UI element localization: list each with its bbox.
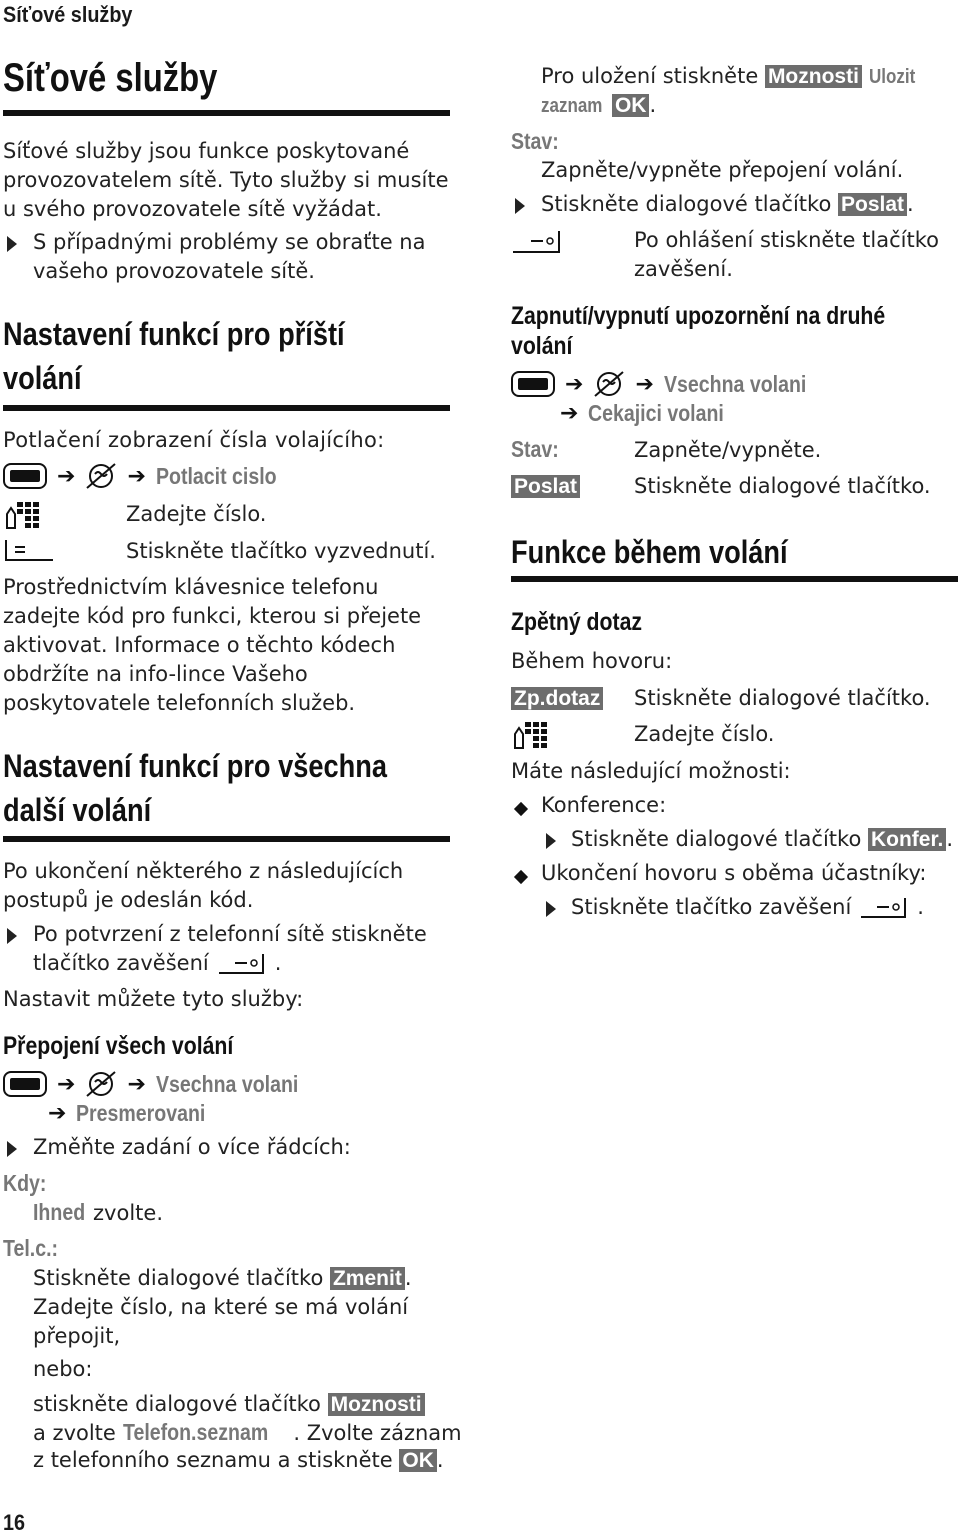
kdy-suffix: zvolte. bbox=[93, 1201, 163, 1225]
menu-path-3 bbox=[511, 370, 831, 398]
softkey-konfer[interactable]: Konfer. bbox=[868, 828, 946, 851]
tel-label: Tel.c.: bbox=[3, 1235, 59, 1261]
enter-number-text: Zadejte číslo. bbox=[634, 722, 775, 746]
services-line: Nastavit můžete tyto služby: bbox=[3, 987, 304, 1011]
menu-path-1 bbox=[3, 462, 298, 490]
intro-line-3: u svého provozovatele sítě vyžádat. bbox=[3, 197, 382, 221]
section2-para-1: Po ukončení některého z následujících bbox=[3, 859, 404, 883]
section1-para-1: Prostřednictvím klávesnice telefonu bbox=[3, 575, 379, 599]
title-rule bbox=[3, 110, 450, 116]
arrow-icon: ➔ bbox=[57, 463, 76, 489]
zpdotaz-row bbox=[511, 684, 603, 713]
menu-path-3-cont bbox=[560, 400, 748, 427]
section2-rule bbox=[3, 836, 450, 842]
section2-para-2: postupů je odeslán kód. bbox=[3, 888, 254, 912]
during-call-label: Během hovoru: bbox=[511, 649, 673, 673]
bullet-triangle-icon bbox=[7, 1141, 17, 1161]
waiting-title-line-1: Zapnutí/vypnutí upozornění na druhé bbox=[511, 302, 886, 330]
menu-item-vsechna-volani: Vsechna volani bbox=[663, 370, 807, 397]
softkey-zp-dotaz[interactable]: Zp.dotaz bbox=[511, 687, 603, 710]
intro-bullet-line-2: vašeho provozovatele sítě. bbox=[33, 259, 315, 283]
section1-para-3: aktivovat. Informace o těchto kódech bbox=[3, 633, 396, 657]
section1-para-4: obdržíte na info-lince Vašeho bbox=[3, 662, 308, 686]
lift-handset-icon bbox=[3, 537, 55, 567]
save-line-1: Pro uložení stiskněte Moznosti Ulozit bbox=[541, 62, 923, 92]
softkey-poslat[interactable]: Poslat bbox=[838, 193, 907, 216]
waiting-title-line-2: volání bbox=[511, 332, 573, 360]
after-announce-line-1: Po ohlášení stiskněte tlačítko bbox=[634, 228, 939, 252]
bullet-triangle-icon bbox=[515, 198, 525, 218]
softkey-moznosti[interactable]: Moznosti bbox=[765, 65, 862, 88]
softkey-moznosti[interactable]: Moznosti bbox=[328, 1393, 425, 1416]
section2-title-line-1: Nastavení funkcí pro všechna bbox=[3, 748, 387, 784]
section1-para-5: poskytovatele telefonních služeb. bbox=[3, 691, 356, 715]
arrow-icon: ➔ bbox=[48, 1101, 67, 1126]
keypad-icon bbox=[511, 720, 547, 756]
section2-title-line-2: další volání bbox=[3, 792, 152, 828]
step-lift: Stiskněte tlačítko vyzvednutí. bbox=[126, 539, 436, 563]
menu-item-vsechna-volani: Vsechna volani bbox=[155, 1070, 299, 1097]
arrow-icon: ➔ bbox=[127, 1071, 146, 1097]
tel-line-6: a zvolte Telefon.seznam . Zvolte záznam bbox=[33, 1419, 462, 1445]
change-multiline-bullet: Změňte zadání o více řádcích: bbox=[33, 1135, 351, 1159]
section1-subtitle: Potlačení zobrazení čísla volajícího: bbox=[3, 428, 385, 452]
tel-line-2: Zadejte číslo, na které se má volání bbox=[33, 1295, 409, 1319]
waiting-stav-text: Zapněte/vypněte. bbox=[634, 438, 822, 462]
page-number: 16 bbox=[3, 1510, 26, 1535]
arrow-icon: ➔ bbox=[565, 371, 584, 397]
section1-title-line-1: Nastavení funkcí pro příští bbox=[3, 316, 345, 352]
softkey-zmenit[interactable]: Zmenit bbox=[330, 1267, 405, 1290]
hangup-key-icon bbox=[511, 228, 563, 260]
zpetny-dotaz-title: Zpětný dotaz bbox=[511, 608, 643, 636]
tel-line-7: z telefonního seznamu a stiskněte OK . bbox=[33, 1448, 444, 1472]
menu-key-icon bbox=[3, 1071, 47, 1097]
softkey-poslat[interactable]: Poslat bbox=[511, 475, 580, 498]
menu-item-telefon-seznam: Telefon.seznam bbox=[122, 1419, 268, 1445]
during-title: Funkce během volání bbox=[511, 534, 788, 570]
kdy-line bbox=[33, 1198, 163, 1228]
keypad-icon bbox=[3, 500, 39, 536]
tel-line-3: přepojit, bbox=[33, 1324, 121, 1348]
after-announce-line-2: zavěšení. bbox=[634, 257, 733, 281]
intro-line-2: provozovatelem sítě. Tyto služby si musíte bbox=[3, 168, 449, 192]
option-konference: Konference: bbox=[541, 793, 667, 817]
step-enter-number: Zadejte číslo. bbox=[126, 502, 267, 526]
section2-bullet-line-1: Po potvrzení z telefonní sítě stiskněte bbox=[33, 922, 427, 946]
section2-bullet-line-2: tlačítko zavěšení . bbox=[33, 949, 281, 978]
hangup-key-icon bbox=[217, 951, 267, 977]
network-service-icon bbox=[593, 370, 625, 398]
network-service-icon bbox=[85, 462, 117, 490]
stav-text: Zapněte/vypněte přepojení volání. bbox=[541, 158, 904, 182]
send-bullet: Stiskněte dialogové tlačítko Poslat . bbox=[541, 192, 914, 216]
menu-item-cekajici-volani: Cekajici volani bbox=[588, 400, 725, 426]
forward-all-title: Přepojení všech volání bbox=[3, 1032, 234, 1060]
arrow-icon: ➔ bbox=[127, 463, 146, 489]
during-rule bbox=[511, 576, 958, 582]
stav-label: Stav: bbox=[511, 128, 559, 154]
menu-item-presmerovani: Presmerovani bbox=[76, 1100, 206, 1126]
kdy-label: Kdy: bbox=[3, 1170, 47, 1196]
bullet-triangle-icon bbox=[546, 901, 556, 921]
arrow-icon: ➔ bbox=[57, 1071, 76, 1097]
network-service-icon bbox=[85, 1070, 117, 1098]
option-end-call: Ukončení hovoru s oběma účastníky: bbox=[541, 861, 927, 885]
bullet-triangle-icon bbox=[7, 928, 17, 948]
diamond-bullet-icon bbox=[516, 799, 526, 818]
menu-key-icon bbox=[3, 463, 47, 489]
softkey-ok[interactable]: OK bbox=[612, 94, 650, 117]
zpdotaz-text: Stiskněte dialogové tlačítko. bbox=[634, 686, 931, 710]
tel-line-5: stiskněte dialogové tlačítko Moznosti bbox=[33, 1390, 425, 1419]
diamond-bullet-icon bbox=[516, 867, 526, 886]
hangup-text: tlačítko zavěšení bbox=[33, 951, 209, 975]
save-line-2: zaznam OK . bbox=[541, 91, 656, 121]
page-title: Síťové služby bbox=[3, 56, 218, 100]
menu-path-2-cont bbox=[48, 1100, 229, 1127]
menu-item-zaznam: zaznam bbox=[541, 95, 603, 117]
section1-rule bbox=[3, 405, 450, 411]
options-line: Máte následující možnosti: bbox=[511, 759, 791, 783]
menu-item-ulozit: Ulozit bbox=[868, 66, 915, 88]
waiting-poslat-row bbox=[511, 472, 580, 501]
arrow-icon: ➔ bbox=[635, 371, 654, 397]
arrow-icon: ➔ bbox=[560, 401, 579, 426]
bullet-triangle-icon bbox=[7, 236, 17, 256]
menu-key-icon bbox=[511, 371, 555, 397]
option-end-call-step: Stiskněte tlačítko zavěšení . bbox=[571, 895, 924, 919]
waiting-poslat-text: Stiskněte dialogové tlačítko. bbox=[634, 474, 931, 498]
running-header: Síťové služby bbox=[3, 2, 133, 27]
tel-line-4: nebo: bbox=[33, 1357, 93, 1381]
option-konference-step: Stiskněte dialogové tlačítko Konfer. . bbox=[571, 827, 954, 851]
tel-line-1: Stiskněte dialogové tlačítko Zmenit . bbox=[33, 1266, 412, 1290]
section1-title-line-2: volání bbox=[3, 360, 82, 396]
menu-path-2 bbox=[3, 1070, 323, 1098]
bullet-triangle-icon bbox=[546, 833, 556, 853]
hangup-key-icon bbox=[859, 895, 909, 921]
intro-line-1: Síťové služby jsou funkce poskytované bbox=[3, 139, 410, 163]
section1-para-2: zadejte kód pro funkci, kterou si přejete bbox=[3, 604, 422, 628]
kdy-value: Ihned bbox=[33, 1199, 86, 1225]
waiting-stav-label: Stav: bbox=[511, 436, 559, 462]
intro-bullet-line-1: S případnými problémy se obraťte na bbox=[33, 230, 426, 254]
menu-item-potlacit: Potlacit cislo bbox=[155, 462, 277, 489]
softkey-ok[interactable]: OK bbox=[399, 1449, 437, 1472]
